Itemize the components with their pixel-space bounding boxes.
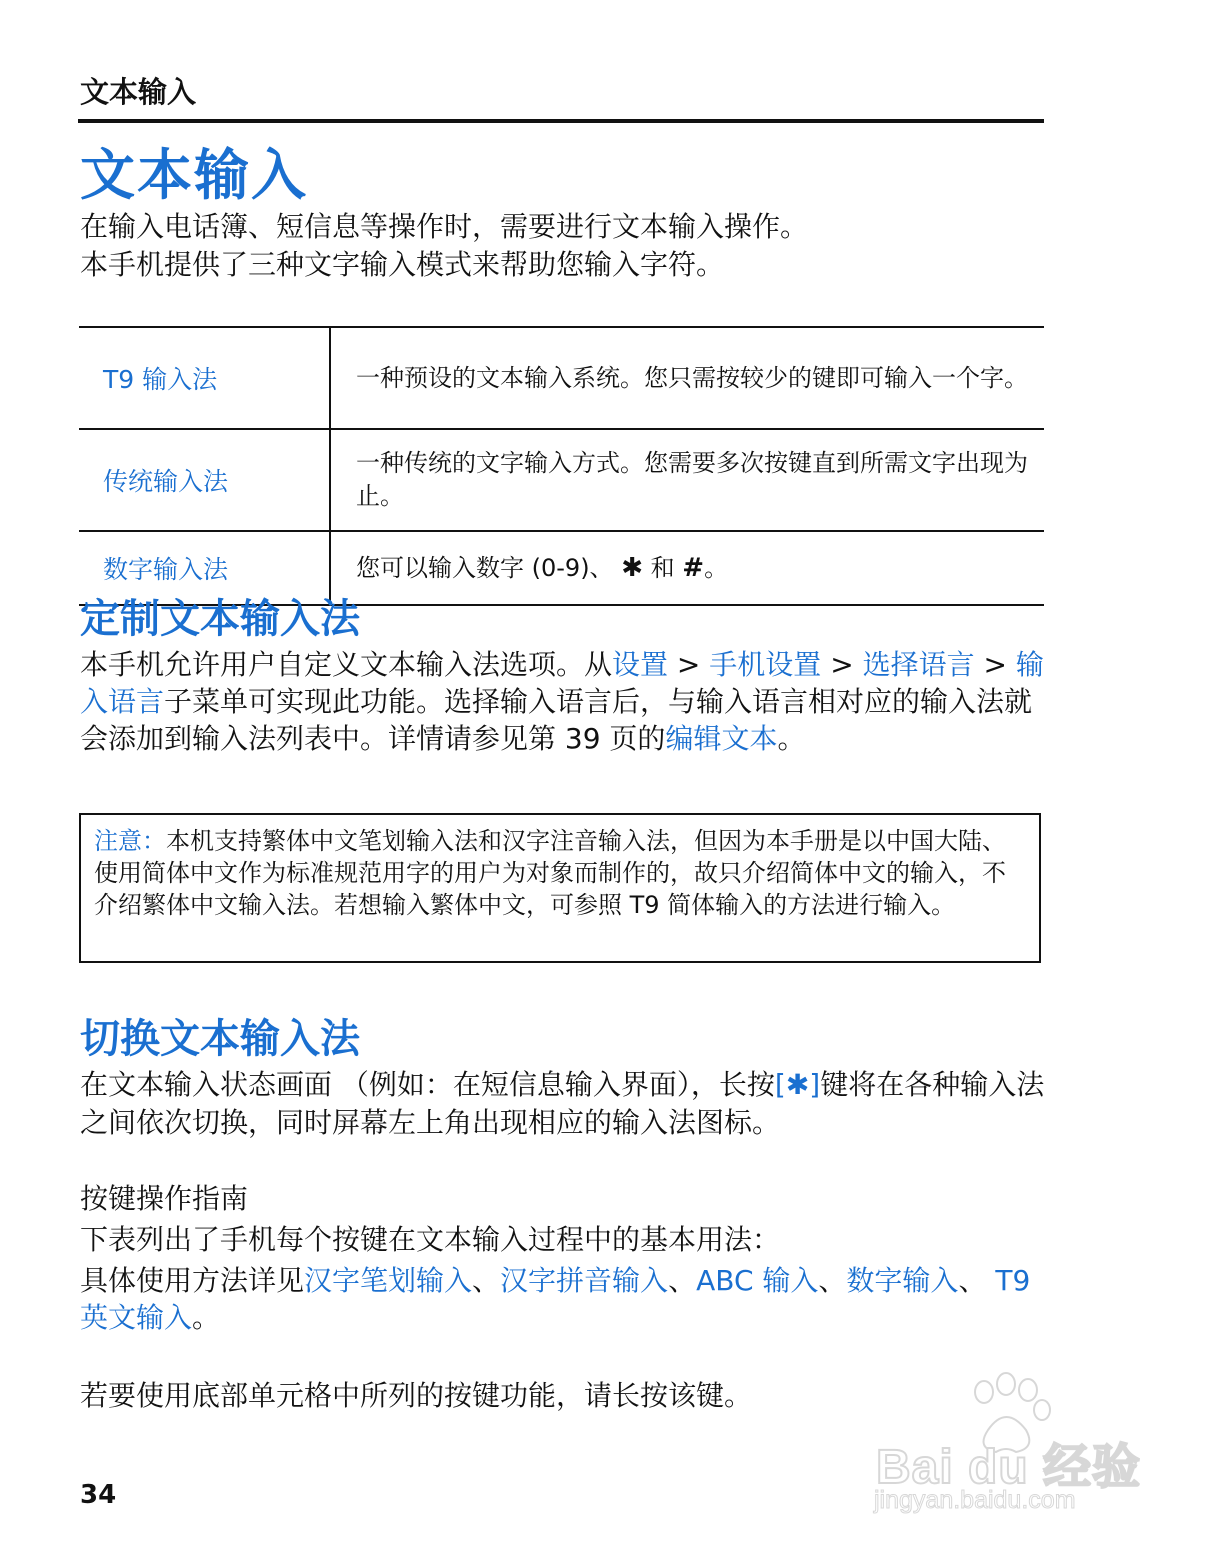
menu-separator: > xyxy=(821,648,863,681)
page-title: 文本输入 xyxy=(80,143,309,207)
guide-text: 具体使用方法详见 xyxy=(80,1264,305,1297)
switch-paragraph xyxy=(80,1066,1045,1142)
baidu-watermark xyxy=(866,1370,1156,1520)
custom-text-2: 子菜单可实现此功能。选择输入语言后，与输入语言相对应的输入法就会添加到输入法列表中。详情请参见第 39 页的 xyxy=(80,685,1033,755)
mode-desc-end: 。 xyxy=(704,553,729,582)
link-stroke-input[interactable]: 汉字笔划输入 xyxy=(304,1264,473,1297)
note-box xyxy=(79,813,1041,963)
switch-text-1: 在文本输入状态画面 （例如：在短信息输入界面），长按 xyxy=(80,1068,775,1101)
guide-separator: 、 xyxy=(668,1264,697,1297)
link-edit-text[interactable]: 编辑文本 xyxy=(665,722,778,755)
watermark-brand: Bai du 经验 xyxy=(876,1441,1142,1494)
custom-text-1: 本手机允许用户自定义文本输入法选项。从 xyxy=(80,648,613,681)
menu-separator: > xyxy=(974,648,1016,681)
custom-paragraph xyxy=(80,646,1045,757)
link-select-language[interactable]: 选择语言 xyxy=(862,648,975,681)
mode-name-t9[interactable]: T9 输入法 xyxy=(79,327,330,429)
guide-line-1: 下表列出了手机每个按键在文本输入过程中的基本用法： xyxy=(80,1223,781,1256)
link-t9-english-input[interactable]: T9 英文输入 xyxy=(80,1264,1031,1334)
mode-desc-number xyxy=(330,531,1044,605)
guide-separator: 、 xyxy=(818,1264,847,1297)
mode-name-traditional[interactable]: 传统输入法 xyxy=(79,429,330,531)
mode-desc-traditional: 一种传统的文字输入方式。您需要多次按键直到所需文字出现为止。 xyxy=(330,429,1044,531)
link-settings[interactable]: 设置 xyxy=(612,648,669,681)
mode-desc-t9: 一种预设的文本输入系统。您只需按较少的键即可输入一个字。 xyxy=(330,327,1044,429)
switch-text-2: 键将在各种输入法之间依次切换，同时屏幕左上角出现相应的输入法图标。 xyxy=(80,1068,1045,1139)
menu-separator: > xyxy=(668,648,710,681)
watermark-url: jingyan.baidu.com xyxy=(874,1486,1076,1514)
input-modes-table xyxy=(79,326,1044,606)
mode-desc-number-text: 您可以输入数字 (0-9)、 xyxy=(356,553,614,582)
running-header: 文本输入 xyxy=(80,75,197,109)
link-phone-settings[interactable]: 手机设置 xyxy=(709,648,822,681)
mode-desc-and: 和 xyxy=(650,553,675,582)
note-label: 注意： xyxy=(94,827,166,855)
intro-line-1: 在输入电话簿、短信息等操作时，需要进行文本输入操作。 xyxy=(80,210,809,243)
link-number-input[interactable]: 数字输入 xyxy=(846,1264,959,1297)
intro-line-2: 本手机提供了三种文字输入模式来帮助您输入字符。 xyxy=(80,248,725,281)
link-input-language[interactable]: 输入语言 xyxy=(80,648,1044,718)
intro-paragraph xyxy=(80,208,1045,284)
hash-key-icon: # xyxy=(682,552,705,583)
mode-name-number[interactable]: 数字输入法 xyxy=(79,531,330,605)
page-number: 34 xyxy=(80,1480,117,1510)
long-press-hint: 若要使用底部单元格中所列的按键功能，请长按该键。 xyxy=(80,1379,753,1412)
table-row xyxy=(79,327,1044,429)
section-heading-switch: 切换文本输入法 xyxy=(80,1016,360,1062)
note-text: 本机支持繁体中文笔划输入法和汉字注音输入法，但因为本手册是以中国大陆、使用简体中文作为标准规范用字的用户为对象而制作的，故只介绍简体中文的输入，不介绍繁体中文输入法。若想输入繁体中文，可参照 T9 简体输入的方法进行输入。 xyxy=(94,827,1006,919)
table-row xyxy=(79,429,1044,531)
guide-end: 。 xyxy=(192,1301,221,1334)
link-pinyin-input[interactable]: 汉字拼音输入 xyxy=(500,1264,669,1297)
star-key-icon: ✱ xyxy=(621,552,643,583)
guide-separator: 、 xyxy=(958,1264,996,1297)
link-abc-input[interactable]: ABC 输入 xyxy=(696,1264,819,1297)
guide-title: 按键操作指南 xyxy=(80,1182,249,1215)
section-heading-custom: 定制文本输入法 xyxy=(80,596,360,642)
guide-line-2 xyxy=(80,1262,1045,1336)
guide-separator: 、 xyxy=(472,1264,501,1297)
star-key-label: [✱] xyxy=(774,1068,821,1101)
header-divider xyxy=(78,119,1044,123)
custom-text-3: 。 xyxy=(777,722,806,755)
